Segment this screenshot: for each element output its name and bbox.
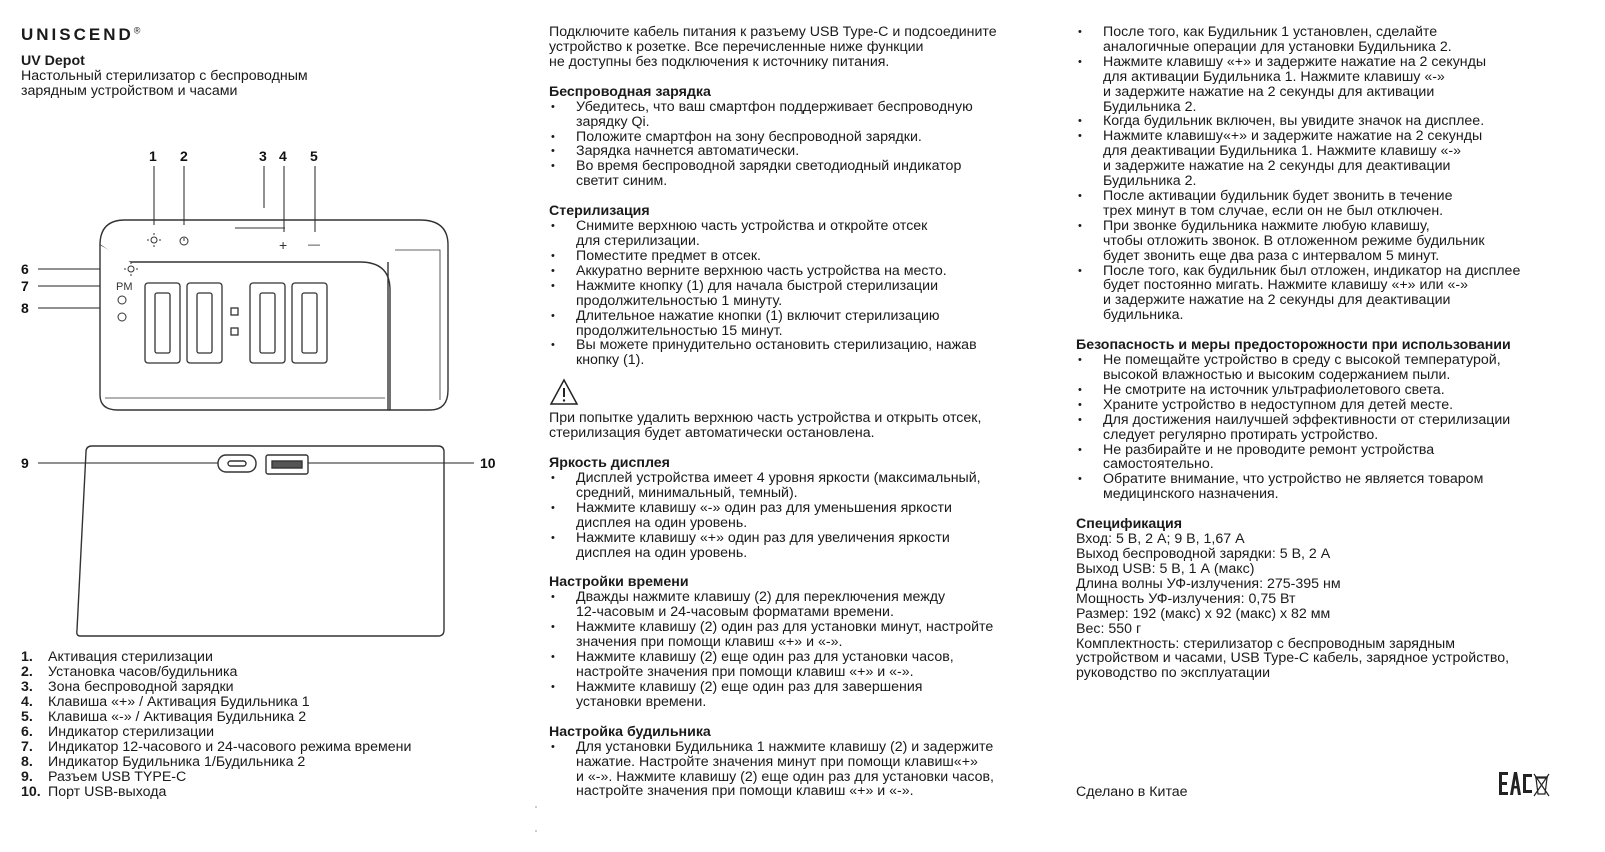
section-title: Стерилизация (549, 203, 650, 220)
usb-c-port-icon (218, 455, 256, 472)
list-item: • Для достижения наилучшей эффективности от стерилизации следует регулярно протирать устройство. (1076, 413, 1596, 443)
callout-9: 9 (21, 455, 29, 471)
legend-item: 8. Индикатор Будильника 1/Будильника 2 (21, 754, 306, 770)
product-header (21, 54, 308, 99)
spec-line: Выход USB: 5 В, 1 А (макс) (1076, 561, 1255, 577)
callout-8: 8 (21, 300, 29, 316)
list-item: • Вы можете принудительно остановить стерилизацию, нажав кнопку (1). (549, 338, 1049, 368)
callout-10: 10 (480, 455, 496, 471)
wireless-charging-section (549, 85, 1049, 189)
warning-block: При попытке удалить верхнюю часть устройства и открыть отсек, стерилизация будет автоматически остановлена. (549, 378, 1049, 441)
spec-line: руководство по эксплуатации (1076, 665, 1271, 682)
spec-line: Вход: 5 В, 2 А; 9 В, 1,67 А (1076, 531, 1245, 548)
legend-item: 5. Клавиша «-» / Активация Будильника 2 (21, 709, 307, 725)
sterilization-section (549, 204, 1049, 368)
legend-item: 9. Разъем USB TYPE-C (21, 769, 187, 785)
list-item: • Дважды нажмите клавишу (2) для переключения между 12-часовым и 24-часовым форматами времени. (549, 590, 1049, 620)
plus-key-label: + (279, 237, 288, 253)
list-item: • Нажмите клавишу (2) еще один раз для завершения установки времени. (549, 680, 1049, 710)
section-title: Беспроводная зарядка (549, 83, 711, 100)
spec-line: устройством и часами, USB Type-C кабель, зарядное устройство, (1076, 650, 1510, 667)
sun-rays (147, 233, 161, 247)
list-item: • После того, как Будильник 1 установлен, сделайте аналогичные операции для установки Будильника 2. (1076, 25, 1596, 55)
minus-key-label: — (308, 237, 320, 251)
pm-indicator: PM (116, 281, 133, 293)
list-item: • Когда будильник включен, вы увидите значок на дисплее. (1076, 114, 1596, 129)
list-item: • Нажмите кнопку (1) для начала быстрой стерилизации продолжительностью 1 минуту. (549, 279, 1049, 309)
callout-3: 3 (259, 148, 267, 164)
product-description-line2: зарядным устройством и часами (21, 82, 238, 99)
list-item: • Длительное нажатие кнопки (1) включит стерилизацию продолжительностью 15 минут. (549, 309, 1049, 339)
callout-4: 4 (279, 148, 287, 164)
made-in-label: Сделано в Китае (1076, 784, 1188, 800)
product-description-line1: Настольный стерилизатор с беспроводным (21, 68, 308, 84)
list-item: • Нажмите клавишу «-» один раз для уменьшения яркости дисплея на один уровень. (549, 501, 1049, 531)
brand-logo (21, 25, 140, 45)
brightness-section (549, 456, 1049, 560)
legend-item: 10. Порт USB-выхода (21, 784, 167, 800)
list-item: • Обратите внимание, что устройство не является товаром медицинского назначения. (1076, 472, 1596, 502)
section-title: Безопасность и меры предосторожности при использовании (1076, 337, 1511, 354)
list-item: • Нажмите клавишу «+» и задержите нажатие на 2 секунды для активации Будильника 1. Нажмите клавишу «-» и задержите нажатие на 2 секунды для активации Будильника 2. (1076, 55, 1596, 115)
list-item: • После того, как будильник был отложен, индикатор на дисплее будет постоянно мигать. Нажмите клавишу «+» или «-» и задержите нажатие на 2 секунды для деактивации будильника. (1076, 264, 1596, 324)
spec-line: Выход беспроводной зарядки: 5 В, 2 А (1076, 546, 1331, 563)
time-settings-section (549, 575, 1049, 709)
section-title: Настройки времени (549, 574, 689, 591)
legend-item: 1. Активация стерилизации (21, 649, 213, 665)
section-title: Спецификация (1076, 516, 1182, 533)
instructions-column-2 (549, 25, 1049, 799)
specifications-section (1076, 517, 1596, 681)
warning-triangle-icon (549, 378, 579, 406)
legend-item: 2. Установка часов/будильника (21, 664, 238, 680)
intro-paragraph: Подключите кабель питания к разъему USB Type-C и подсоедините устройство к розетке. Все перечисленные ниже функции не доступны без подключения к источнику питания. (549, 24, 997, 70)
callout-2: 2 (180, 148, 188, 164)
spec-line: Длина волны УФ-излучения: 275-395 нм (1076, 575, 1341, 592)
list-item: • Положите смартфон на зону беспроводной зарядки. (549, 130, 1049, 145)
list-item: • Во время беспроводной зарядки светодиодный индикатор светит синим. (549, 159, 1049, 189)
legend-item: 7. Индикатор 12-часового и 24-часового режима времени (21, 739, 412, 755)
spec-line: Мощность УФ-излучения: 0,75 Вт (1076, 590, 1296, 607)
list-item: • Зарядка начнется автоматически. (549, 144, 1049, 159)
device-diagram (0, 130, 520, 640)
list-item: • Нажмите клавишу (2) один раз для установки минут, настройте значения при помощи клавиш «+» и «-». (549, 620, 1049, 650)
spec-line: Размер: 192 (макс) х 92 (макс) х 82 мм (1076, 605, 1331, 622)
recycle-bin-crossed-icon (1534, 774, 1549, 796)
legend-item: 3. Зона беспроводной зарядки (21, 679, 234, 695)
brand-name: UNISCEND (21, 25, 134, 44)
eac-certification-mark (1498, 770, 1550, 798)
list-item: • При звонке будильника нажмите любую клавишу, чтобы отложить звонок. В отложенном режиме будильник будет звонить еще два раза с интервалом 5 минут. (1076, 219, 1596, 264)
alarm-settings-section (549, 725, 1049, 800)
clock-body (100, 220, 448, 410)
legend-item: 4. Клавиша «+» / Активация Будильника 1 (21, 694, 310, 710)
sun-icon (151, 237, 157, 243)
list-item: • Не разбирайте и не проводите ремонт устройства самостоятельно. (1076, 443, 1596, 473)
list-item: • Храните устройство в недоступном для детей месте. (1076, 398, 1596, 413)
list-item: • Поместите предмет в отсек. (549, 249, 1049, 264)
list-item: • Нажмите клавишу (2) еще один раз для установки часов, настройте значения при помощи клавиш «+» и «-». (549, 650, 1049, 680)
callout-6: 6 (21, 261, 29, 277)
callout-7: 7 (21, 278, 29, 294)
list-item: • Нажмите клавишу «+» один раз для увеличения яркости дисплея на один уровень. (549, 531, 1049, 561)
list-item: • Снимите верхнюю часть устройства и откройте отсек для стерилизации. (549, 219, 1049, 249)
spec-line: Вес: 550 г (1076, 620, 1142, 637)
registered-mark: ® (133, 25, 141, 36)
list-item: • Убедитесь, что ваш смартфон поддерживает беспроводную зарядку Qi. (549, 100, 1049, 130)
list-item: • Для установки Будильника 1 нажмите клавишу (2) и задержите нажатие. Настройте значения минут при помощи клавиш«+» и «-». Нажмите клавишу (2) еще один раз для установки часов, настройте значения при помощи клавиш «+» и «-». (549, 740, 1049, 800)
legend-item: 6. Индикатор стерилизации (21, 724, 215, 740)
safety-section (1076, 338, 1596, 502)
list-item: • Не смотрите на источник ультрафиолетового света. (1076, 383, 1596, 398)
section-title: Яркость дисплея (549, 455, 670, 472)
instructions-column-3 (1076, 25, 1596, 681)
list-item: • Аккуратно верните верхнюю часть устройства на место. (549, 264, 1049, 279)
list-item: • Нажмите клавишу«+» и задержите нажатие на 2 секунды для деактивации Будильника 1. Нажмите клавишу «-» и задержите нажатие на 2 секунды для деактивации Будильника 2. (1076, 129, 1596, 189)
list-item: • После активации будильник будет звонить в течение трех минут в том случае, если он не был отключен. (1076, 189, 1596, 219)
device-bottom-view (77, 446, 444, 636)
list-item: • Не помещайте устройство в среду с высокой температурой, высокой влажностью и высоким содержанием пыли. (1076, 353, 1596, 383)
spec-line: Комплектность: стерилизатор с беспроводным зарядным (1076, 635, 1455, 652)
alarm-continued-list (1076, 25, 1596, 323)
list-item: • Дисплей устройства имеет 4 уровня яркости (максимальный, средний, минимальный, темный). (549, 471, 1049, 501)
parts-legend (21, 650, 411, 800)
product-model: UV Depot (21, 53, 85, 69)
section-title: Настройка будильника (549, 723, 711, 740)
callout-1: 1 (149, 148, 157, 164)
callout-5: 5 (310, 148, 318, 164)
